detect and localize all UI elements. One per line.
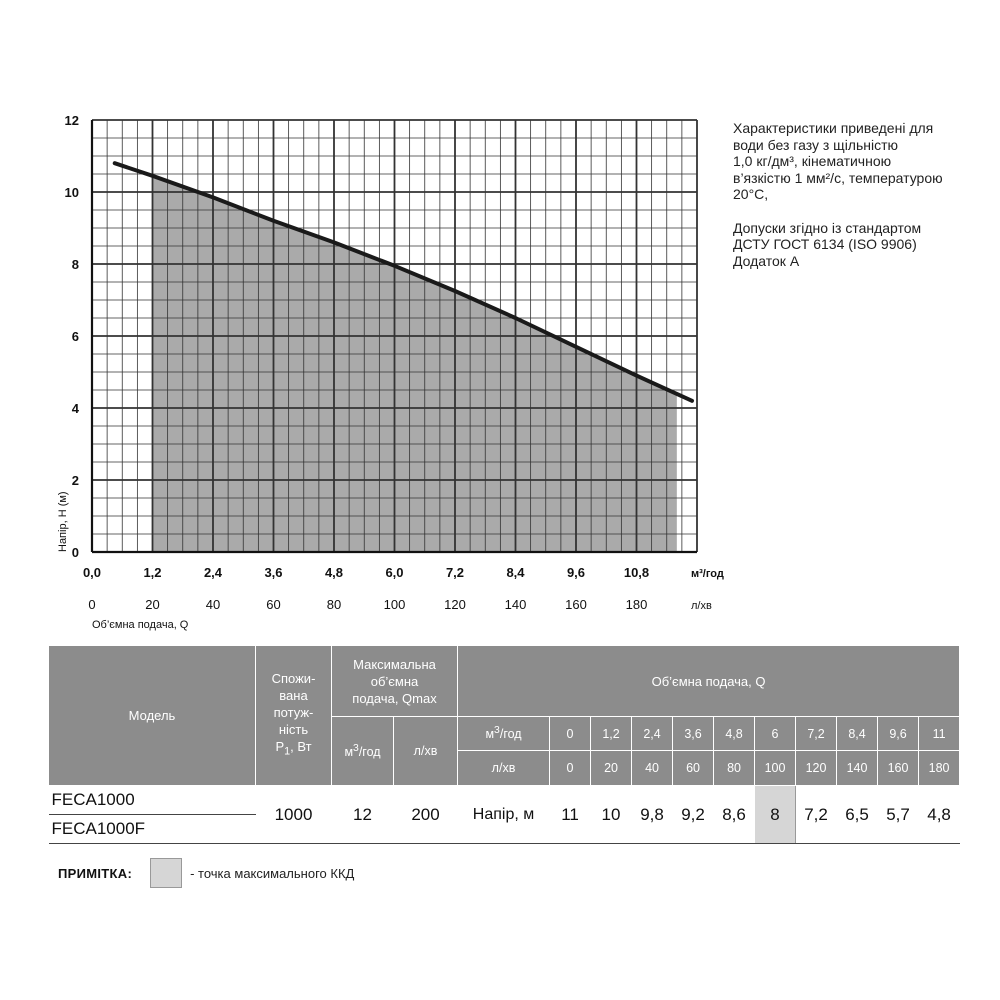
- header-qmax-line: Максимальна: [353, 656, 436, 672]
- header-qmax-line: подача, Qmax: [352, 690, 437, 706]
- flow-m3h-cell: 11: [919, 717, 960, 751]
- x-tick-label-lmin: 40: [205, 597, 221, 612]
- power-value: 1000: [256, 786, 332, 844]
- flow-lmin-cell: 160: [878, 751, 919, 786]
- x-tick-label-m3h: 1,2: [143, 565, 162, 580]
- header-qmax-lmin: л/хв: [394, 717, 458, 786]
- model-name: FECA1000: [49, 786, 256, 815]
- flow-m3h-cell: 6: [755, 717, 796, 751]
- x-axis-title: Об’ємна подача, Q: [92, 619, 189, 631]
- notes-line: 1,0 кг/дм³, кінематичною: [733, 153, 892, 169]
- notes-line: Додаток А: [733, 252, 800, 269]
- x-axis-unit-lmin: л/хв: [691, 600, 712, 612]
- notes-line: 20°C,: [733, 186, 769, 202]
- flow-m3h-cell: 0: [550, 717, 591, 751]
- power-symbol: P: [275, 739, 285, 755]
- pump-performance-chart: [0, 0, 730, 640]
- x-tick-label-m3h: 2,4: [203, 565, 223, 580]
- flow-m3h-cell: 3,6: [673, 717, 714, 751]
- unit-per-hour: /год: [499, 727, 522, 742]
- flow-lmin-cell: 80: [714, 751, 755, 786]
- flow-m3h-cell: 7,2: [796, 717, 837, 751]
- x-tick-label-m3h: 0,0: [82, 565, 102, 580]
- head-cell: 4,8: [919, 786, 960, 844]
- flow-m3h-cell: 4,8: [714, 717, 755, 751]
- y-tick-label: 12: [64, 113, 79, 128]
- flow-m3h-cell: 2,4: [632, 717, 673, 751]
- x-tick-label-lmin: 140: [504, 597, 527, 612]
- header-flow-m3h: [458, 717, 550, 751]
- header-power-line: Спожи-: [271, 671, 316, 687]
- x-tick-label-m3h: 10,8: [623, 565, 650, 580]
- header-qmax-m3h: [332, 717, 394, 786]
- flow-lmin-cell: 120: [796, 751, 837, 786]
- note-text: - точка максимального ККД: [190, 865, 355, 881]
- note-label: ПРИМІТКА:: [58, 865, 133, 881]
- head-cell: 8: [755, 786, 796, 844]
- x-tick-label-m3h: 8,4: [506, 565, 525, 580]
- flow-lmin-cell: 140: [837, 751, 878, 786]
- performance-table: [48, 645, 960, 844]
- header-power-line: ність: [278, 722, 309, 738]
- y-tick-label: 4: [71, 401, 79, 416]
- head-cell: 10: [591, 786, 632, 844]
- head-cell: 9,8: [632, 786, 673, 844]
- y-tick-label: 6: [71, 329, 79, 344]
- x-tick-label-lmin: 160: [565, 597, 587, 612]
- power-subscript: 1: [284, 745, 291, 758]
- x-tick-label-m3h: 4,8: [324, 565, 344, 580]
- flow-m3h-cell: 1,2: [591, 717, 632, 751]
- operating-range-area: [153, 176, 677, 552]
- header-power-unit: [256, 738, 331, 761]
- notes-line: Допуски згідно із стандартом: [733, 219, 922, 236]
- flow-lmin-cell: 40: [632, 751, 673, 786]
- qmax-m3h-value: 12: [332, 786, 394, 844]
- header-flow-lmin: л/хв: [458, 751, 550, 786]
- y-tick-label: 2: [71, 473, 79, 488]
- unit-per-hour: /год: [358, 745, 381, 760]
- x-tick-label-lmin: 100: [383, 597, 406, 612]
- unit-m: м: [344, 745, 354, 760]
- x-tick-label-m3h: 6,0: [385, 565, 404, 580]
- qmax-lmin-value: 200: [394, 786, 458, 844]
- notes-line: в’язкістю 1 мм²/с, температурою: [733, 169, 943, 186]
- unit-sup: 3: [353, 742, 359, 754]
- header-power-line: вана: [279, 688, 308, 704]
- head-cell: 5,7: [878, 786, 919, 844]
- x-tick-label-lmin: 20: [145, 597, 160, 612]
- header-power-line: потуж-: [273, 705, 314, 721]
- flow-m3h-cell: 8,4: [837, 717, 878, 751]
- head-cell: 9,2: [673, 786, 714, 844]
- flow-lmin-cell: 180: [919, 751, 960, 786]
- power-unit: , Вт: [290, 739, 312, 755]
- flow-lmin-cell: 20: [591, 751, 632, 786]
- head-cell: 7,2: [796, 786, 837, 844]
- header-power: [256, 646, 332, 786]
- header-flow: Об’ємна подача, Q: [458, 646, 960, 717]
- head-cell: 8,6: [714, 786, 755, 844]
- unit-sup: 3: [494, 725, 500, 737]
- flow-lmin-cell: 60: [673, 751, 714, 786]
- x-tick-label-lmin: 80: [326, 597, 342, 612]
- head-cell: 6,5: [837, 786, 878, 844]
- test-conditions-notes: [733, 120, 983, 269]
- notes-line: води без газу з щільністю: [733, 136, 899, 153]
- notes-line: ДСТУ ГОСТ 6134 (ISO 9906): [733, 236, 917, 252]
- header-qmax-line: об’ємна: [370, 673, 419, 689]
- unit-m: м: [485, 727, 495, 742]
- model-name: FECA1000F: [49, 815, 256, 844]
- shaded-operating-range: [153, 176, 677, 552]
- x-tick-label-lmin: 120: [444, 597, 466, 612]
- head-cell: 11: [550, 786, 591, 844]
- y-axis-title: Напір, H (м): [57, 491, 69, 552]
- legend-note: [58, 858, 354, 888]
- x-tick-label-lmin: 60: [266, 597, 281, 612]
- x-tick-label-m3h: 7,2: [445, 565, 465, 580]
- flow-lmin-cell: 100: [755, 751, 796, 786]
- y-tick-label: 10: [64, 185, 79, 200]
- header-model: Модель: [49, 646, 256, 786]
- head-row-label: Напір, м: [458, 786, 550, 844]
- x-tick-label-m3h: 3,6: [264, 565, 283, 580]
- flow-lmin-cell: 0: [550, 751, 591, 786]
- x-axis-unit-m3h: м³/год: [691, 568, 724, 580]
- x-tick-label-m3h: 9,6: [566, 565, 586, 580]
- flow-m3h-cell: 9,6: [878, 717, 919, 751]
- notes-line: Характеристики приведені для: [733, 120, 934, 136]
- y-tick-label: 0: [71, 545, 79, 560]
- header-qmax: [332, 646, 458, 717]
- y-tick-label: 8: [71, 257, 79, 272]
- x-tick-label-lmin: 180: [625, 597, 648, 612]
- x-tick-label-lmin: 0: [88, 597, 96, 612]
- max-efficiency-swatch: [150, 858, 182, 888]
